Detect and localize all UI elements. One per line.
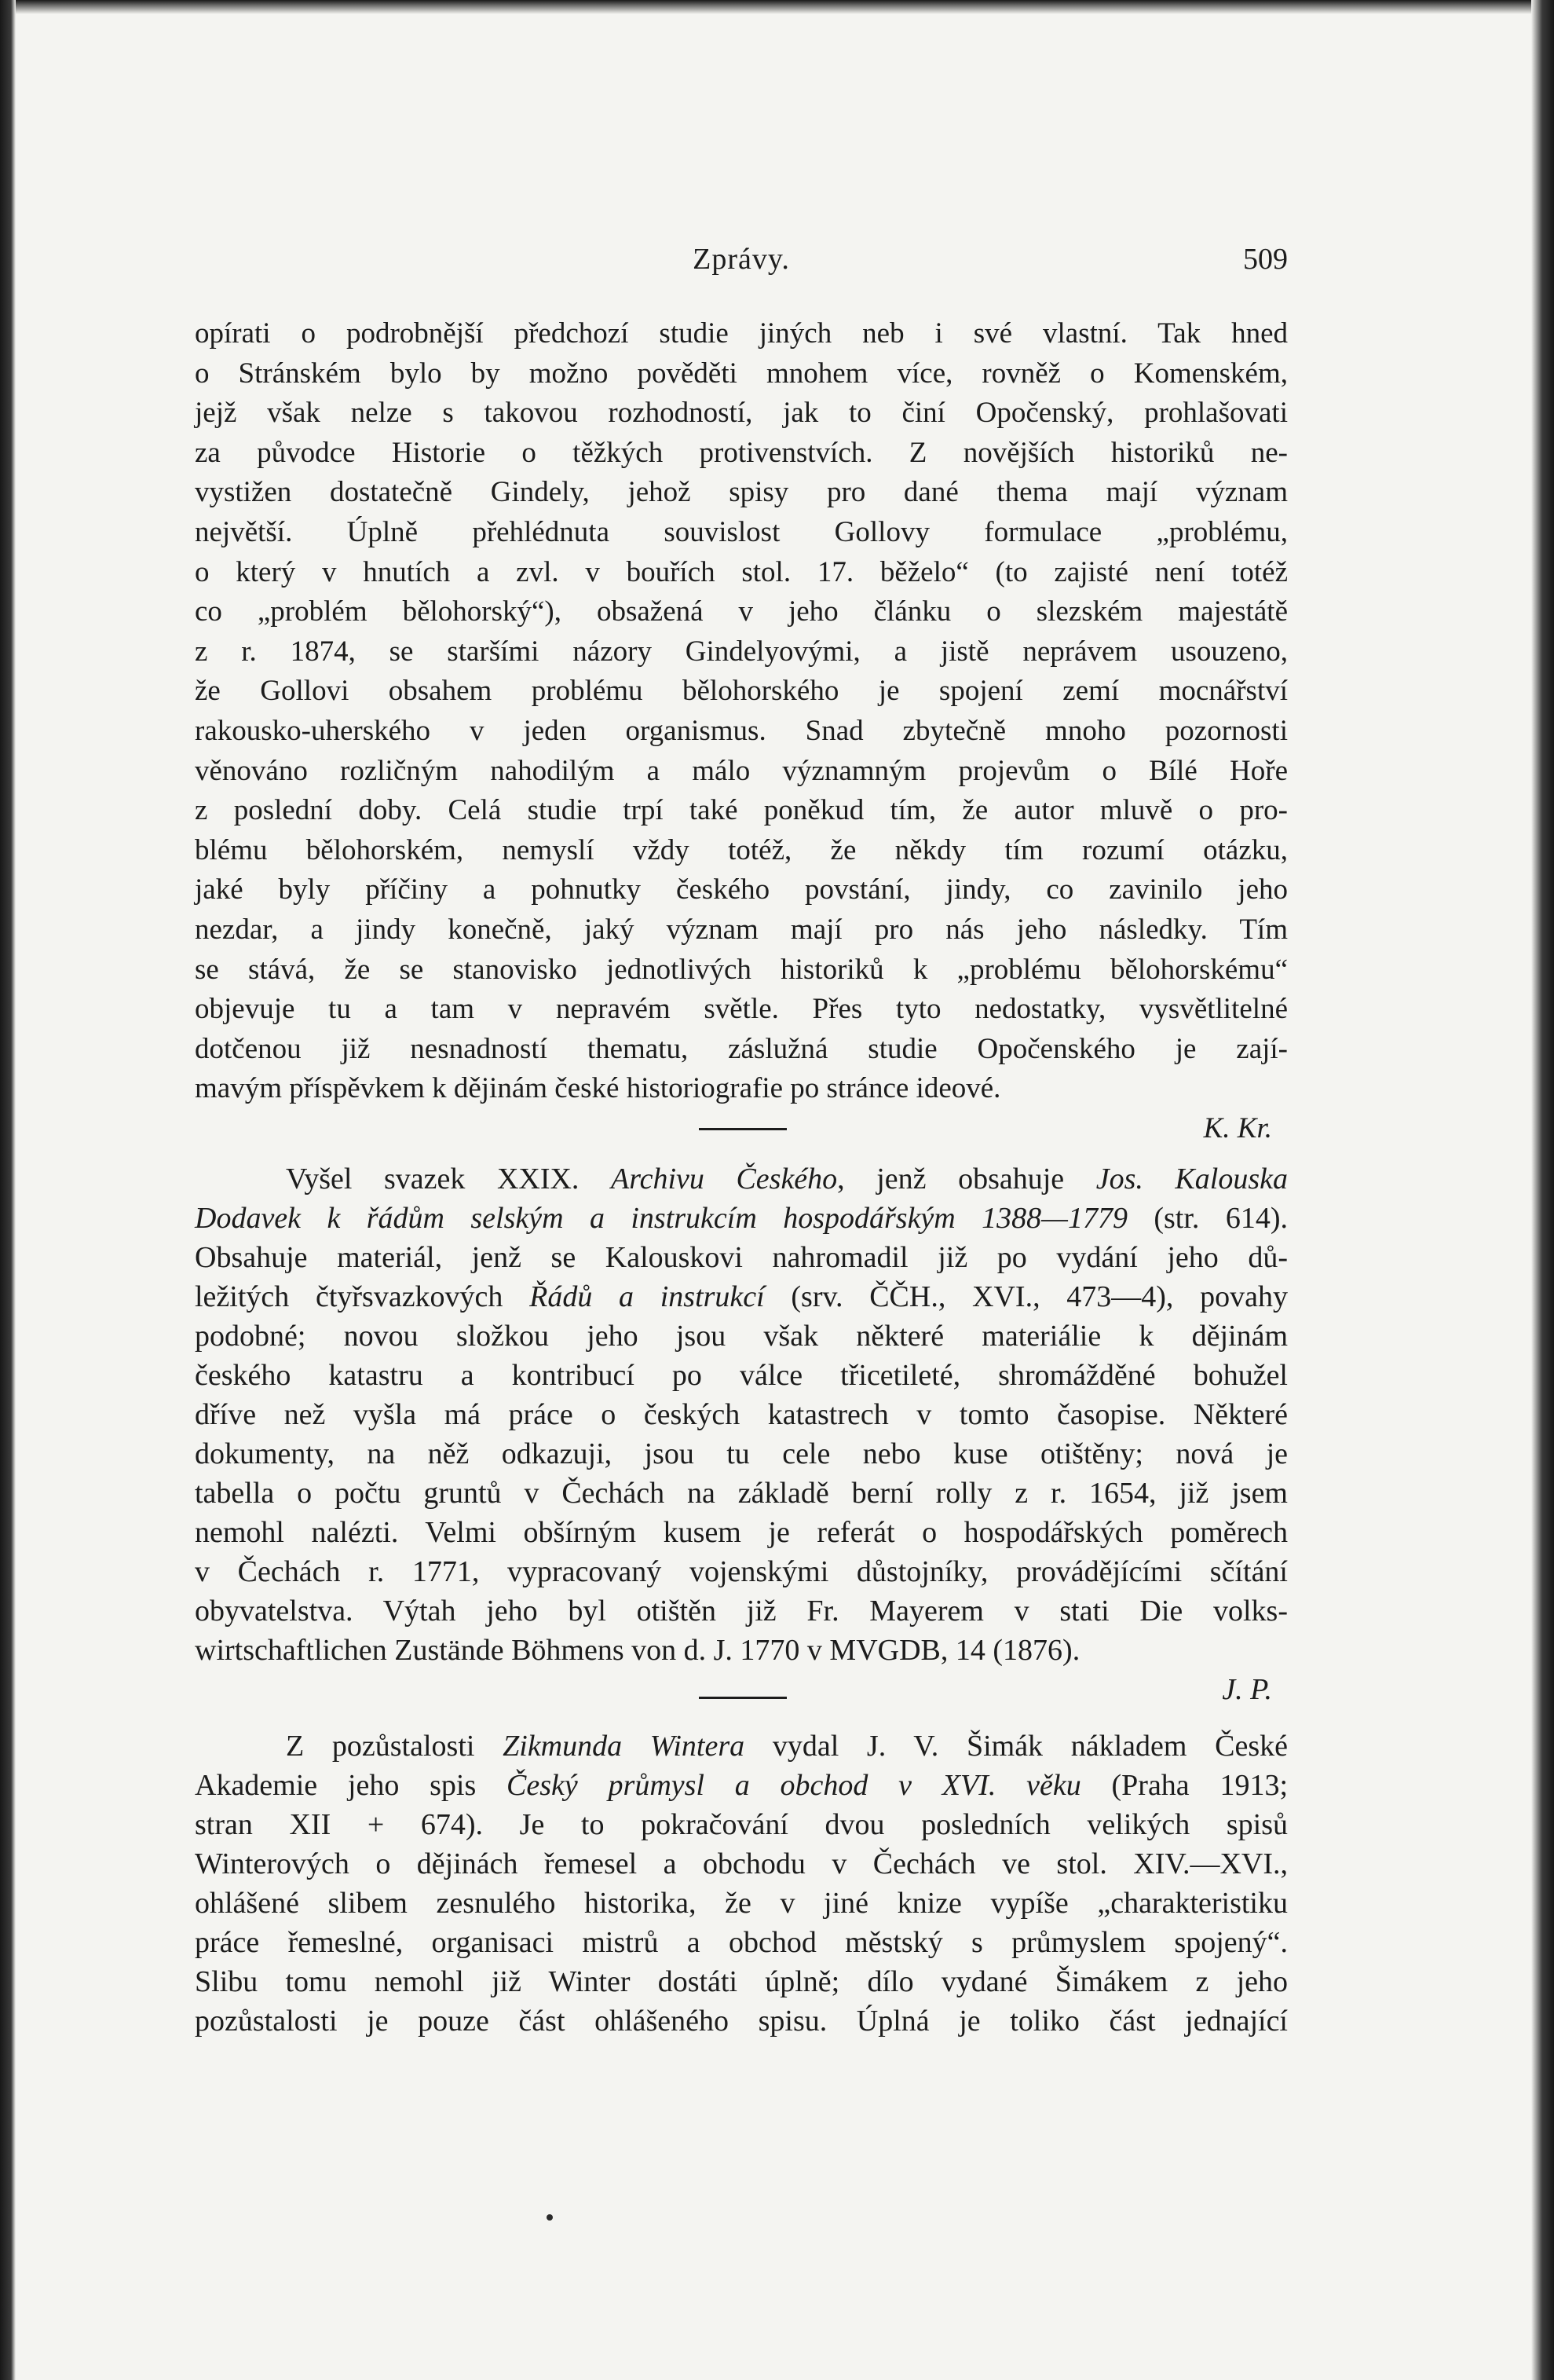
title-radu: Řádů a instrukcí bbox=[529, 1280, 765, 1313]
ink-speck bbox=[547, 2214, 553, 2221]
text-line: z r. 1874, se staršími názory Gindelyovými, a jistě neprávem usouzeno, bbox=[195, 635, 1288, 668]
text-line: nezdar, a jindy konečně, jaký význam mají pro nás jeho následky. Tím bbox=[195, 913, 1288, 946]
text-line: nemohl nalézti. Velmi obšírným kusem je referát o hospodářských poměrech bbox=[195, 1516, 1288, 1549]
title-dodavek: Dodavek k řádům selským a instrukcím hospodářským 1388—1779 bbox=[195, 1202, 1128, 1235]
text-line: Winterových o dějinách řemesel a obchodu v Čechách ve stol. XIV.—XVI., bbox=[195, 1847, 1288, 1880]
text-line: že Gollovi obsahem problému bělohorského je spojení zemí mocnářství bbox=[195, 675, 1288, 708]
title-cesky-prumysl: Český průmysl a obchod v XVI. věku bbox=[506, 1769, 1081, 1802]
review-winter bbox=[195, 1726, 1288, 2041]
text-line: o Stránském bylo by možno pověděti mnohem více, rovněž o Komenském, bbox=[195, 357, 1288, 390]
text-line: Vyšel svazek XXIX. Archivu Českého, jenž obsahuje Jos. Kalouska bbox=[286, 1163, 1288, 1195]
text-line: z poslední doby. Celá studie trpí také poněkud tím, že autor mluvě o pro- bbox=[195, 794, 1288, 827]
text-line: objevuje tu a tam v nepravém světle. Přes tyto nedostatky, vysvětlitelné bbox=[195, 993, 1288, 1026]
text-line: stran XII + 674). Je to pokračování dvou posledních velikých spisů bbox=[195, 1808, 1288, 1841]
signature-jp: J. P. bbox=[1222, 1673, 1272, 1706]
author-name: Jos. Kalouska bbox=[1095, 1163, 1288, 1195]
author-winter: Zikmunda Wintera bbox=[503, 1730, 745, 1763]
scan-border-right bbox=[1531, 0, 1554, 2380]
section-divider bbox=[699, 1697, 787, 1699]
text-line: práce řemeslné, organisaci mistrů a obchod městský s průmyslem spojený“. bbox=[195, 1926, 1288, 1959]
text-line: Obsahuje materiál, jenž se Kalouskovi nahromadil již po vydání jeho dů- bbox=[195, 1241, 1288, 1274]
text-line: mavým příspěvkem k dějinám české historiografie po stránce ideové. bbox=[195, 1072, 1001, 1105]
text-line: vystižen dostatečně Gindely, jehož spisy pro dané thema mají význam bbox=[195, 476, 1288, 509]
review-jp bbox=[195, 1159, 1288, 1709]
text-line: rakousko-uherského v jeden organismus. Snad zbytečně mnoho pozornosti bbox=[195, 714, 1288, 747]
title-archiv-cesky: Archivu Českého bbox=[611, 1163, 838, 1195]
page-header bbox=[195, 242, 1288, 280]
text-line: o který v hnutích a zvl. v bouřích stol. 17. běželo“ (to zajisté není totéž bbox=[195, 555, 1288, 588]
text-line: dotčenou již nesnadností thematu, záslužná studie Opočenského je zají- bbox=[195, 1032, 1288, 1065]
text-line: českého katastru a kontribucí po válce třicetileté, shromážděné bohužel bbox=[195, 1359, 1288, 1392]
text-line: podobné; novou složkou jeho jsou však některé materiálie k dějinám bbox=[195, 1320, 1288, 1353]
text-line: blému bělohorském, nemyslí vždy totéž, že někdy tím rozumí otázku, bbox=[195, 833, 1288, 866]
text-line: Dodavek k řádům selským a instrukcím hospodářským 1388—1779 (str. 614). bbox=[195, 1202, 1288, 1235]
page-number: 509 bbox=[1243, 243, 1288, 276]
text-line: pozůstalosti je pouze část ohlášeného spisu. Úplná je toliko část jednající bbox=[195, 2005, 1288, 2038]
text-line: věnováno rozličným nahodilým a málo významným projevům o Bílé Hoře bbox=[195, 754, 1288, 787]
text-line: za původce Historie o těžkých protivenstvích. Z novějších historiků ne- bbox=[195, 436, 1288, 469]
scan-border-top bbox=[0, 0, 1554, 14]
text-line: opírati o podrobnější předchozí studie jiných neb i své vlastní. Tak hned bbox=[195, 317, 1288, 350]
text-line: dokumenty, na něž odkazuji, jsou tu cele nebo kuse otištěny; nová je bbox=[195, 1437, 1288, 1470]
signature-kkr: K. Kr. bbox=[1203, 1111, 1272, 1144]
text-line: jejž však nelze s takovou rozhodností, jak to činí Opočenský, prohlašovati bbox=[195, 397, 1288, 430]
text-line: největší. Úplně přehlédnuta souvislost Gollovy formulace „problému, bbox=[195, 515, 1288, 548]
section-divider bbox=[699, 1128, 787, 1130]
text-line: jaké byly příčiny a pohnutky českého povstání, jindy, co zavinilo jeho bbox=[195, 873, 1288, 906]
text-line: se stává, že se stanovisko jednotlivých historiků k „problému bělohorskému“ bbox=[195, 953, 1288, 986]
text-line: ležitých čtyřsvazkových Řádů a instrukcí (srv. ČČH., XVI., 473—4), povahy bbox=[195, 1280, 1288, 1313]
text-line: wirtschaftlichen Zustände Böhmens von d. J. 1770 v MVGDB, 14 (1876). bbox=[195, 1634, 1080, 1667]
text-line: ohlášené slibem zesnulého historika, že v jiné knize vypíše „charakteristiku bbox=[195, 1887, 1288, 1920]
text-line: Akademie jeho spis Český průmysl a obchod v XVI. věku (Praha 1913; bbox=[195, 1769, 1289, 1802]
text-line: Z pozůstalosti Zikmunda Wintera vydal J. V. Šimák nákladem České bbox=[286, 1730, 1288, 1763]
running-head: Zprávy. bbox=[693, 243, 790, 276]
review-kkr bbox=[195, 314, 1288, 1148]
text-line: obyvatelstva. Výtah jeho byl otištěn již Fr. Mayerem v stati Die volks- bbox=[195, 1595, 1288, 1628]
text-line: co „problém bělohorský“), obsažená v jeho článku o slezském majestátě bbox=[195, 595, 1288, 628]
text-line: tabella o počtu gruntů v Čechách na základě berní rolly z r. 1654, již jsem bbox=[195, 1477, 1288, 1510]
text-line: v Čechách r. 1771, vypracovaný vojenskými důstojníky, provádějícími sčítání bbox=[195, 1555, 1288, 1588]
text-line: Slibu tomu nemohl již Winter dostáti úplně; dílo vydané Šimákem z jeho bbox=[195, 1965, 1288, 1998]
scan-border-left bbox=[0, 0, 16, 2380]
text-line: dříve než vyšla má práce o českých katastrech v tomto časopise. Některé bbox=[195, 1398, 1288, 1431]
